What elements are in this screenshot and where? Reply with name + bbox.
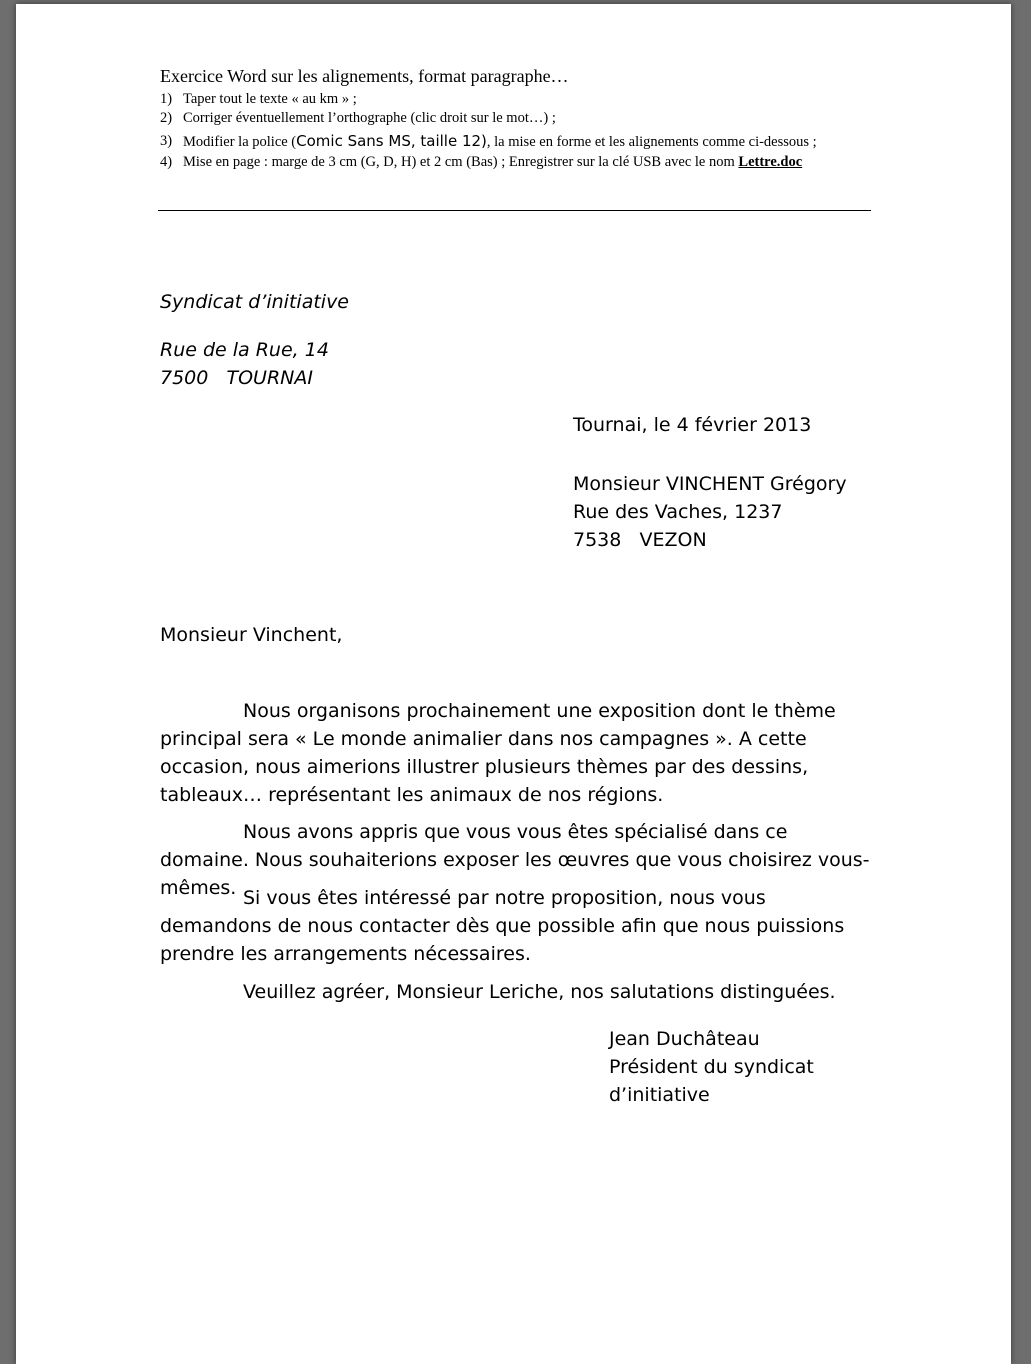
font-name-sample: Comic Sans MS, taille 12)	[296, 132, 487, 150]
letter-paragraph: Si vous êtes intéressé par notre proposition, nous vous demandons de nous contacter dès que possible afin que nous puissions prendre les arrangements nécessaires.	[160, 887, 845, 965]
signature-title-continued: d’initiative	[609, 1084, 710, 1106]
sender-city: 7500 TOURNAI	[160, 367, 313, 389]
filename: Lettre.doc	[738, 154, 803, 170]
instruction-number: 4)	[160, 154, 173, 170]
instruction-item	[160, 109, 860, 128]
letter-paragraph: Nous avons appris que vous vous êtes spécialisé dans ce domaine. Nous souhaiterions exposer les œuvres que vous choisirez vous-mêmes.	[160, 821, 870, 899]
instruction-number: 1)	[160, 91, 173, 107]
signature-title: Président du syndicat	[609, 1056, 814, 1078]
instruction-item	[160, 90, 860, 109]
instruction-item	[160, 132, 860, 152]
document-page	[16, 4, 1011, 1364]
sender-name: Syndicat d’initiative	[160, 291, 349, 313]
signature-name: Jean Duchâteau	[609, 1028, 760, 1050]
separator-line	[158, 210, 871, 211]
sender-street: Rue de la Rue, 14	[160, 339, 329, 361]
instruction-item	[160, 153, 860, 172]
letter-paragraph: Nous organisons prochainement une exposition dont le thème principal sera « Le monde animalier dans nos campagnes ». A cette occasion, nous aimerions illustrer plusieurs thèmes par des dessins, tableaux… représentant les animaux de nos régions.	[160, 700, 836, 806]
recipient-city: 7538 VEZON	[573, 529, 707, 551]
instruction-number: 2)	[160, 110, 173, 126]
instruction-text: Taper tout le texte « au km » ;	[183, 91, 357, 107]
exercise-title: Exercice Word sur les alignements, format paragraphe…	[160, 66, 569, 86]
salutation: Monsieur Vinchent,	[160, 624, 343, 646]
exercise-instructions	[160, 90, 860, 172]
closing-formula: Veuillez agréer, Monsieur Leriche, nos salutations distinguées.	[243, 981, 836, 1003]
instruction-number: 3)	[160, 133, 173, 149]
recipient-street: Rue des Vaches, 1237	[573, 501, 783, 523]
instruction-text: Mise en page : marge de 3 cm (G, D, H) et 2 cm (Bas) ; Enregistrer sur la clé USB avec le nom	[183, 154, 739, 170]
recipient-name: Monsieur VINCHENT Grégory	[573, 473, 847, 495]
instruction-text: , la mise en forme et les alignements comme ci-dessous ;	[486, 134, 817, 150]
instruction-text: Corriger éventuellement l’orthographe (clic droit sur le mot…) ;	[183, 110, 556, 126]
letter-date: Tournai, le 4 février 2013	[573, 414, 812, 436]
instruction-text: Modifier la police (	[183, 134, 297, 150]
